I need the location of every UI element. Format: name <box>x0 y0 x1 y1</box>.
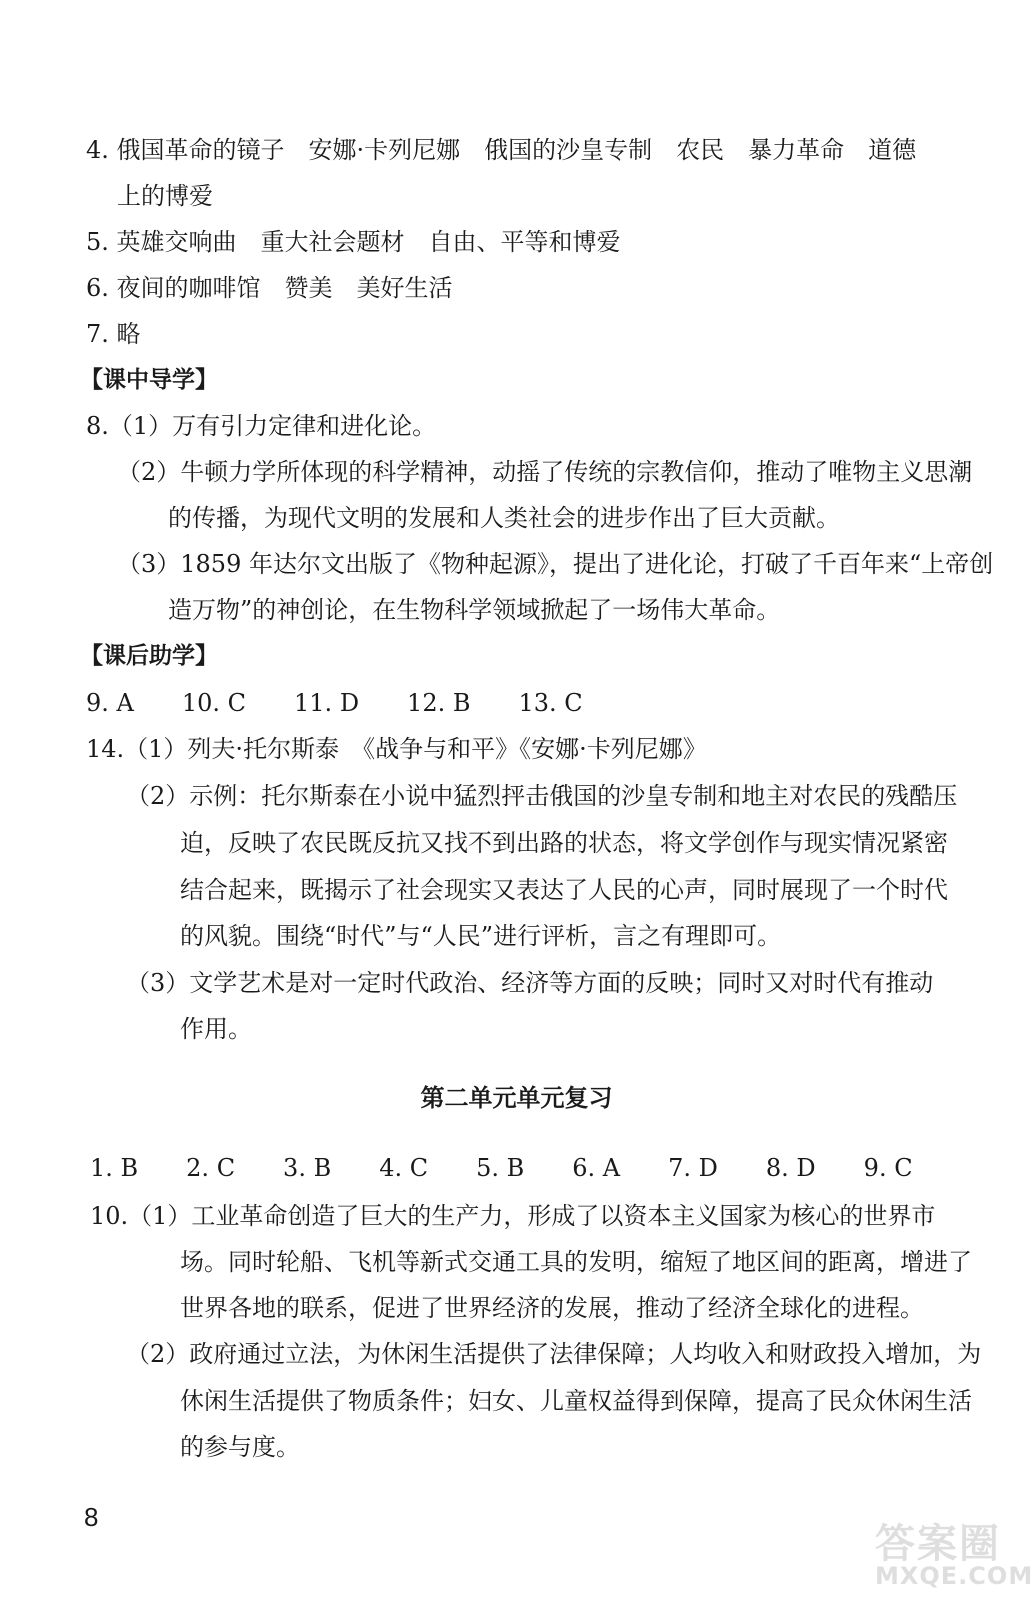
answer-line: 8.（1）万有引力定律和进化论。 <box>86 412 437 440</box>
answer-line: 的风貌。围绕“时代”与“人民”进行评析，言之有理即可。 <box>180 922 782 950</box>
answer-line: 7. 略 <box>86 320 141 348</box>
answer-line: 作用。 <box>180 1015 252 1043</box>
answer-line: 造万物”的神创论，在生物科学领域掀起了一场伟大革命。 <box>168 596 781 624</box>
answer-line: 9. A 10. C 11. D 12. B 13. C <box>86 689 583 717</box>
section-heading: 【课后助学】 <box>80 643 218 669</box>
watermark-logo <box>875 1512 1033 1594</box>
answer-line: 世界各地的联系，促进了世界经济的发展，推动了经济全球化的进程。 <box>180 1294 924 1322</box>
answer-line: 14.（1）列夫·托尔斯泰 《战争与和平》《安娜·卡列尼娜》 <box>86 735 707 763</box>
answer-line: 的参与度。 <box>180 1433 300 1461</box>
answer-line: （3）文学艺术是对一定时代政治、经济等方面的反映；同时又对时代有推动 <box>126 969 934 997</box>
answer-line: 4. 俄国革命的镜子 安娜·卡列尼娜 俄国的沙皇专制 农民 暴力革命 道德 <box>86 136 917 164</box>
answer-line: 结合起来，既揭示了社会现实又表达了人民的心声，同时展现了一个时代 <box>180 876 948 904</box>
answer-line: （2）政府通过立法，为休闲生活提供了法律保障；人均收入和财政投入增加，为 <box>126 1340 982 1368</box>
page-number: 8 <box>84 1502 99 1532</box>
section-heading: 【课中导学】 <box>80 367 218 393</box>
answer-line: （2）牛顿力学所体现的科学精神，动摇了传统的宗教信仰，推动了唯物主义思潮 <box>117 458 973 486</box>
answer-line: 5. 英雄交响曲 重大社会题材 自由、平等和博爱 <box>86 228 621 256</box>
answer-line: （3）1859 年达尔文出版了《物种起源》，提出了进化论，打破了千百年来“上帝创 <box>117 550 994 578</box>
answer-line: 10.（1）工业革命创造了巨大的生产力，形成了以资本主义国家为核心的世界市 <box>90 1202 936 1230</box>
answer-line: （2）示例：托尔斯泰在小说中猛烈抨击俄国的沙皇专制和地主对农民的残酷压 <box>126 782 958 810</box>
section-title: 第二单元单元复习 <box>420 1084 613 1112</box>
watermark-text: 答案圈 <box>875 1521 1001 1567</box>
watermark-url: MXQE.COM <box>875 1562 1033 1590</box>
answer-line: 场。同时轮船、飞机等新式交通工具的发明，缩短了地区间的距离，增进了 <box>180 1248 972 1276</box>
answer-line: 上的博爱 <box>117 182 213 210</box>
answer-line: 迫，反映了农民既反抗又找不到出路的状态，将文学创作与现实情况紧密 <box>180 829 948 857</box>
answer-line: 6. 夜间的咖啡馆 赞美 美好生活 <box>86 274 453 302</box>
answer-line: 休闲生活提供了物质条件；妇女、儿童权益得到保障，提高了民众休闲生活 <box>180 1387 972 1415</box>
answer-line: 的传播，为现代文明的发展和人类社会的进步作出了巨大贡献。 <box>168 504 840 532</box>
answer-line: 1. B 2. C 3. B 4. C 5. B 6. A 7. D 8. D 9. C <box>90 1154 913 1182</box>
